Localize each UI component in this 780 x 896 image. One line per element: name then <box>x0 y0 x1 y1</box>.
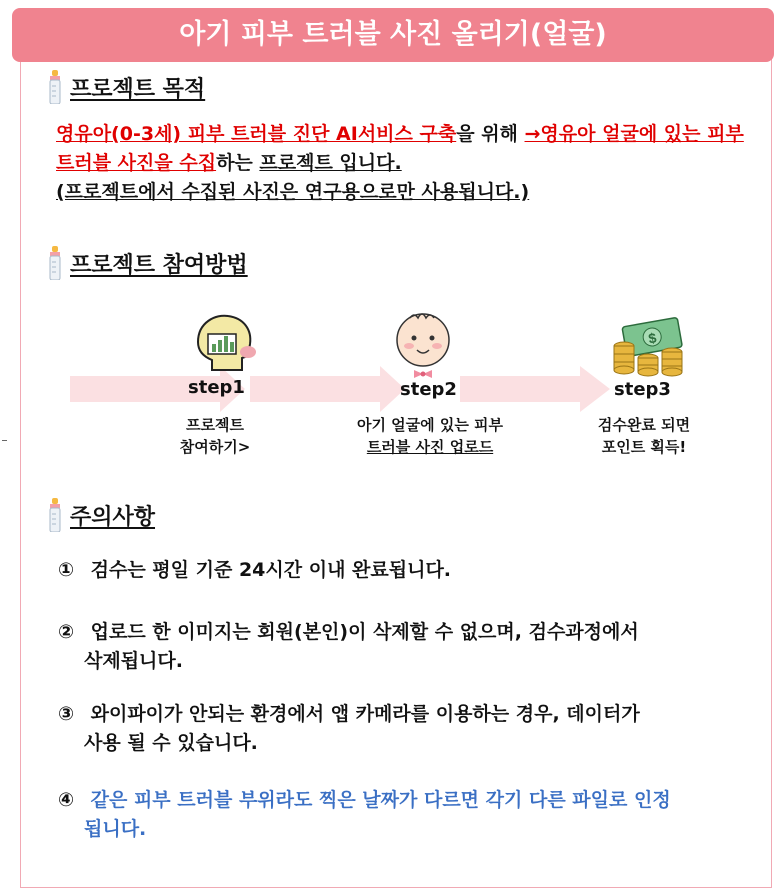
baby-bottle-icon <box>48 70 62 104</box>
step3-desc-line1: 검수완료 되면 <box>597 416 691 434</box>
notice-line1: 같은 피부 트러블 부위라도 찍은 날짜가 다르면 각기 다른 파일로 인정 <box>90 789 671 811</box>
notice-item-1 <box>58 556 738 585</box>
section-title: 프로젝트 목적 <box>70 76 206 102</box>
step2-desc-line2: 트러블 사진 업로드 <box>366 438 494 456</box>
step3-desc-line2: 포인트 획득! <box>601 438 687 456</box>
notice-line1: 와이파이가 안되는 환경에서 앱 카메라를 이용하는 경우, 데이터가 <box>90 703 640 725</box>
section-purpose-header <box>48 70 205 104</box>
baby-bottle-icon <box>48 498 62 532</box>
step1-description[interactable] <box>150 414 280 458</box>
purpose-highlight-2: →영유아 얼굴에 있는 피부트러블 사진을 수집 <box>56 123 744 174</box>
notice-number: ④ <box>58 789 75 811</box>
purpose-highlight-1: 영유아(0-3세) 피부 트러블 진단 AI서비스 구축 <box>56 123 457 145</box>
notice-number: ① <box>58 559 75 581</box>
notice-line2: 사용 될 수 있습니다. <box>84 732 258 754</box>
purpose-text <box>56 120 756 207</box>
money-coins-icon <box>610 316 686 378</box>
notice-line2: 삭제됩니다. <box>84 650 183 672</box>
step1-desc-line2: 참여하기> <box>179 438 251 456</box>
notice-item-2 <box>58 618 738 676</box>
step2-desc-line1: 아기 얼굴에 있는 피부 <box>356 416 504 434</box>
baby-face-icon <box>392 310 454 380</box>
baby-bottle-icon <box>48 246 62 280</box>
purpose-text-5: 프로젝트 입니다. <box>259 152 402 174</box>
step-flow-arrows <box>70 366 640 412</box>
edge-mark <box>2 440 7 441</box>
svg-text:$: $ <box>647 329 658 347</box>
step3-label: step3 <box>614 379 671 400</box>
head-chart-icon <box>190 312 260 374</box>
notice-number: ③ <box>58 703 75 725</box>
step3-description <box>574 414 714 458</box>
section-title: 주의사항 <box>70 504 156 530</box>
notice-number: ② <box>58 621 75 643</box>
page-title: 아기 피부 트러블 사진 올리기(얼굴) <box>12 8 774 62</box>
purpose-note: (프로젝트에서 수집된 사진은 연구용으로만 사용됩니다.) <box>56 181 530 203</box>
notice-line1: 업로드 한 이미지는 회원(본인)이 삭제할 수 없으며, 검수과정에서 <box>90 621 639 643</box>
notice-line2: 됩니다. <box>84 818 147 840</box>
step1-desc-line1: 프로젝트 <box>186 416 244 434</box>
step1-label: step1 <box>188 377 245 398</box>
step2-label: step2 <box>400 379 457 400</box>
notice-line1: 검수는 평일 기준 24시간 이내 완료됩니다. <box>90 559 452 581</box>
notice-item-4 <box>58 786 738 844</box>
section-caution-header <box>48 498 155 532</box>
section-method-header <box>48 246 248 280</box>
section-title: 프로젝트 참여방법 <box>70 252 248 278</box>
purpose-text-2: 을 위해 <box>456 123 525 145</box>
notice-item-3 <box>58 700 738 758</box>
purpose-text-4: 하는 <box>216 152 260 174</box>
step2-description <box>340 414 520 458</box>
